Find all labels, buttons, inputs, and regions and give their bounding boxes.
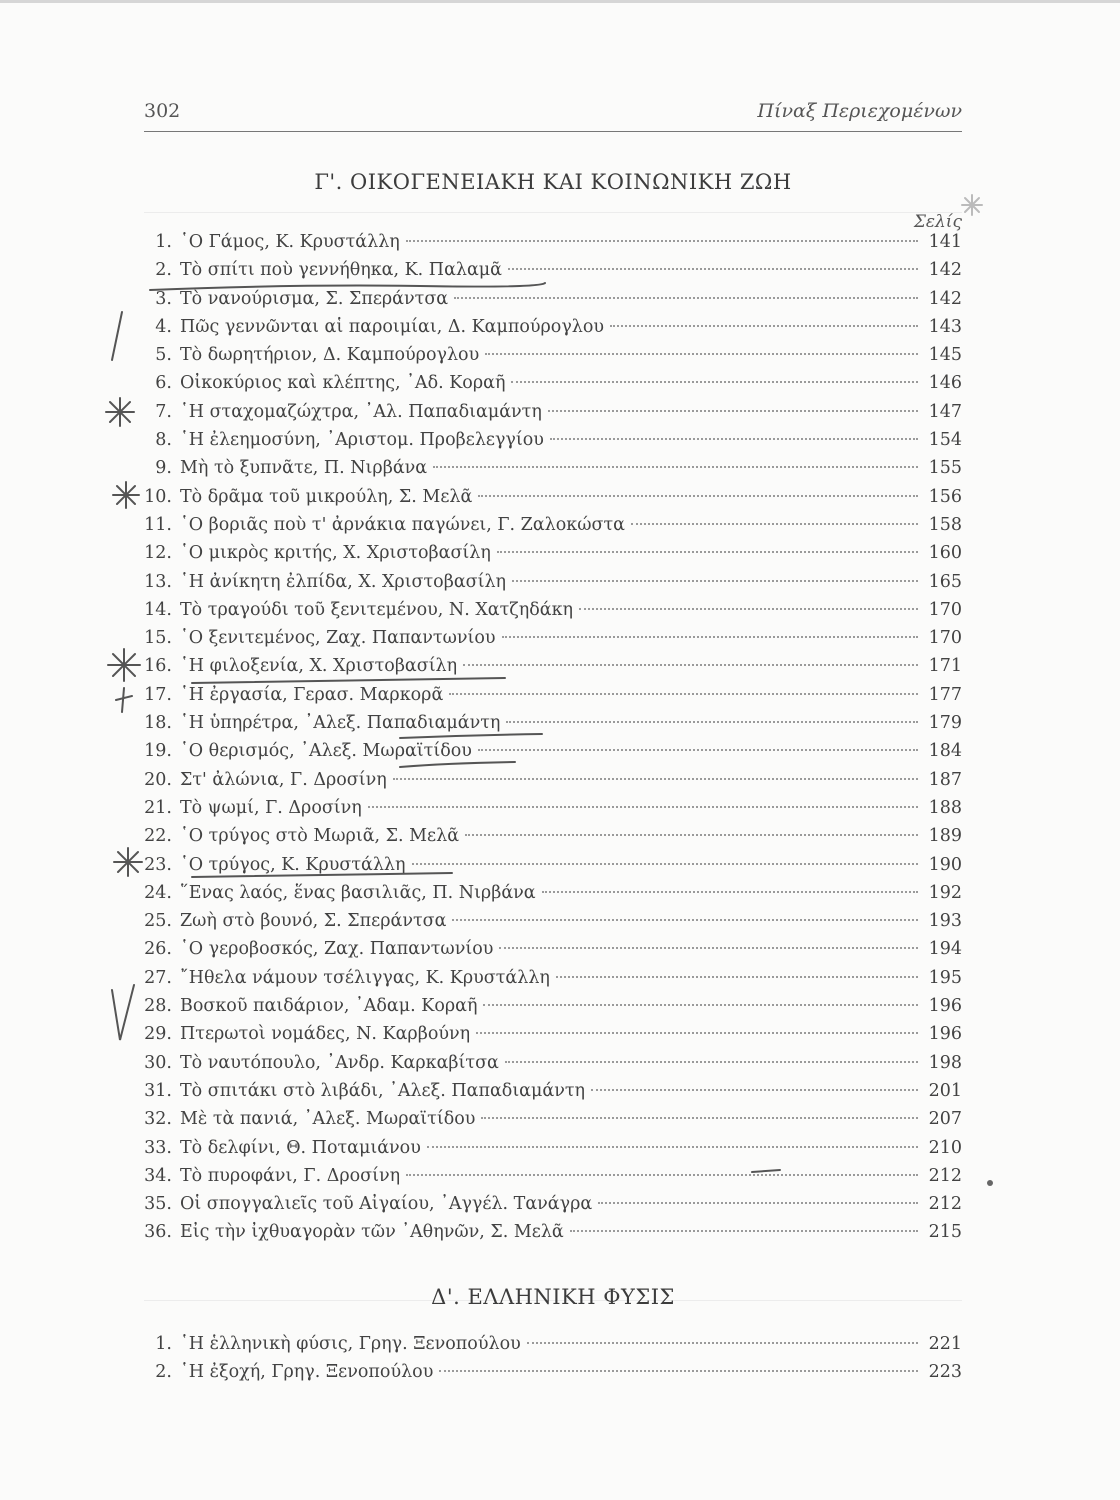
toc-entry-title: Μὴ τὸ ξυπνᾶτε, Π. Νιρβάνα: [180, 458, 428, 479]
toc-entry-title: ῾Η φιλοξενία, Χ. Χριστοβασίλη: [180, 656, 458, 677]
toc-entry-number: 28.: [144, 996, 172, 1017]
toc-entry-number: 20.: [144, 769, 172, 790]
toc-entry-title: Τὸ πυροφάνι, Γ. Δροσίνη: [180, 1165, 401, 1186]
dot-leader: [439, 1370, 918, 1372]
toc-entry-number: 33.: [144, 1137, 172, 1158]
toc-entry-title: ῞Ενας λαός, ἕνας βασιλιᾶς, Π. Νιρβάνα: [180, 882, 536, 903]
toc-entry: [130, 369, 962, 397]
toc-entry-title: ῾Η σταχομαζώχτρα, ᾿Αλ. Παπαδιαμάντη: [180, 401, 542, 422]
toc-entry-number: 26.: [144, 939, 172, 960]
toc-entry-title: Πῶς γεννῶνται αἱ παροιμίαι, Δ. Καμπούρογλου: [180, 316, 605, 337]
toc-entry-number: 29.: [144, 1024, 172, 1045]
toc-entry-page: 193: [928, 911, 962, 932]
dot-leader: [598, 1202, 918, 1204]
dot-leader: [427, 1146, 918, 1148]
toc-entry-page: 188: [928, 797, 962, 818]
toc-entry-title: ῾Η ἐξοχή, Γρηγ. Ξενοπούλου: [180, 1362, 434, 1383]
toc-entry-number: 12.: [144, 543, 172, 564]
toc-entry-page: 223: [928, 1362, 962, 1383]
toc-entry-page: 170: [928, 628, 962, 649]
toc-entry-title: Τὸ δελφίνι, Θ. Ποταμιάνου: [180, 1137, 421, 1158]
toc-entry: [130, 1077, 962, 1105]
dot-leader: [406, 240, 918, 242]
toc-entry-page: 190: [928, 854, 962, 875]
toc-entry-title: ῾Η ἀνίκητη ἐλπίδα, Χ. Χριστοβασίλη: [180, 571, 507, 592]
toc-entry-title: Τὸ ψωμί, Γ. Δροσίνη: [180, 797, 362, 818]
toc-entry-number: 13.: [144, 571, 172, 592]
toc-entry-page: 147: [928, 401, 962, 422]
toc-entry-number: 36.: [144, 1222, 172, 1243]
toc-entry-number: 22.: [144, 826, 172, 847]
toc-entry-title: ῾Ο ξενιτεμένος, Ζαχ. Παπαντωνίου: [180, 628, 496, 649]
dot-leader: [476, 1032, 918, 1034]
dot-leader: [527, 1342, 918, 1344]
toc-entry-title: Τὸ δωρητήριον, Δ. Καμπούρογλου: [180, 345, 480, 366]
toc-entry-number: 18.: [144, 713, 172, 734]
dot-leader: [610, 325, 918, 327]
page-column-label: Σελίς: [913, 212, 962, 232]
toc-entry: [130, 1105, 962, 1133]
toc-entry-title: ῾Ο γεροβοσκός, Ζαχ. Παπαντωνίου: [180, 939, 494, 960]
dot-leader: [508, 268, 918, 270]
page-number: 302: [144, 100, 181, 122]
toc-entry-number: 7.: [155, 401, 172, 422]
toc-entry-page: 212: [928, 1165, 962, 1186]
running-header: [144, 100, 962, 132]
toc-entry: [130, 766, 962, 794]
toc-entry-number: 34.: [144, 1165, 172, 1186]
toc-entry-number: 23.: [144, 854, 172, 875]
toc-entry-title: ῾Η ἐλεημοσύνη, ᾿Αριστομ. Προβελεγγίου: [180, 430, 544, 451]
toc-entry: [130, 341, 962, 369]
dot-leader: [463, 664, 918, 666]
dot-leader: [433, 466, 918, 468]
header-rule: [144, 131, 962, 132]
dot-leader: [631, 523, 918, 525]
toc-entry: [130, 285, 962, 313]
toc-entry-page: 207: [928, 1109, 962, 1130]
toc-entry-page: 212: [928, 1194, 962, 1215]
toc-entry-number: 8.: [155, 430, 172, 451]
toc-entry-number: 2.: [155, 260, 172, 281]
toc-entry-title: Στ' ἀλώνια, Γ. Δροσίνη: [180, 769, 387, 790]
toc-entry-page: 179: [928, 713, 962, 734]
toc-entry-page: 210: [928, 1137, 962, 1158]
toc-entry: [130, 907, 962, 935]
toc-entry: [130, 426, 962, 454]
dot-leader: [497, 551, 918, 553]
dot-leader: [406, 1174, 918, 1176]
dot-leader: [502, 636, 918, 638]
toc-entry-number: 17.: [144, 684, 172, 705]
toc-entry-title: ῾Ο τρύγος στὸ Μωριᾶ, Σ. Μελᾶ: [180, 826, 460, 847]
toc-entry-page: 141: [928, 232, 962, 252]
toc-entry-page: 165: [928, 571, 962, 592]
toc-entry-page: 170: [928, 599, 962, 620]
toc-entry-number: 16.: [144, 656, 172, 677]
toc-entry: [130, 1190, 962, 1218]
dot-leader: [485, 353, 918, 355]
dot-leader: [505, 1061, 918, 1063]
toc-entry-title: ῾Ο μικρὸς κριτής, Χ. Χριστοβασίλη: [180, 543, 491, 564]
toc-entry-page: 184: [928, 741, 962, 762]
toc-entry-number: 3.: [155, 288, 172, 309]
toc-entry-title: Οἰκοκύριος καὶ κλέπτης, ᾿Αδ. Κοραῆ: [180, 373, 506, 394]
toc-entry-title: Βοσκοῦ παιδάριον, ᾿Αδαμ. Κοραῆ: [180, 996, 478, 1017]
asterisk-margin-icon: [962, 195, 982, 215]
toc-entry: [130, 624, 962, 652]
toc-entry-title: ῾Η ὑπηρέτρα, ᾿Αλεξ. Παπαδιαμάντη: [180, 713, 501, 734]
toc-entry-number: 25.: [144, 911, 172, 932]
toc-entry-page: 146: [928, 373, 962, 394]
toc-entry: [130, 228, 962, 256]
toc-entry-title: Τὸ δρᾶμα τοῦ μικρούλη, Σ. Μελᾶ: [180, 486, 473, 507]
toc-entry: [130, 851, 962, 879]
dot-leader: [465, 834, 918, 836]
dot-leader: [368, 806, 918, 808]
toc-entry-title: ῾Η ἐργασία, Γερασ. Μαρκορᾶ: [180, 684, 444, 705]
toc-entry: [130, 539, 962, 567]
dot-leader: [454, 297, 918, 299]
toc-entry-page: 154: [928, 430, 962, 451]
toc-entry: [130, 879, 962, 907]
toc-entry: [130, 935, 962, 963]
dot-leader: [481, 1117, 918, 1119]
dot-leader: [591, 1089, 918, 1091]
toc-entry-number: 6.: [155, 373, 172, 394]
toc-entry: [130, 652, 962, 680]
toc-entry-title: ῾Ο Γάμος, Κ. Κρυστάλλη: [180, 232, 400, 252]
toc-entry-title: ῾Η ἑλληνικὴ φύσις, Γρηγ. Ξενοπούλου: [180, 1334, 521, 1354]
toc-entry-number: 21.: [144, 797, 172, 818]
dot-leader: [449, 693, 918, 695]
toc-entry-number: 11.: [144, 514, 172, 535]
toc-entry-page: 177: [928, 684, 962, 705]
toc-entry-page: 187: [928, 769, 962, 790]
toc-entry-title: Πτερωτοὶ νομάδες, Ν. Καρβούνη: [180, 1024, 471, 1045]
toc-entry: [130, 1358, 962, 1386]
toc-list-section-d: [130, 1330, 962, 1387]
running-title: Πίναξ Περιεχομένων: [757, 100, 962, 122]
toc-entry-page: 142: [928, 288, 962, 309]
dot-leader: [506, 721, 918, 723]
toc-entry: [130, 398, 962, 426]
dot-leader: [412, 863, 918, 865]
toc-entry-title: ῎Ηθελα νάμουν τσέλιγγας, Κ. Κρυστάλλη: [180, 967, 550, 988]
toc-entry-number: 32.: [144, 1109, 172, 1130]
toc-entry: [130, 1330, 962, 1358]
dot-leader: [542, 891, 918, 893]
toc-entry-title: ῾Ο τρύγος, Κ. Κρυστάλλη: [180, 854, 406, 875]
toc-entry-page: 156: [928, 486, 962, 507]
toc-entry-number: 15.: [144, 628, 172, 649]
toc-entry-number: 1.: [155, 232, 172, 252]
dot-leader: [570, 1230, 918, 1232]
toc-entry: [130, 1134, 962, 1162]
toc-entry-title: Τὸ τραγούδι τοῦ ξενιτεμένου, Ν. Χατζηδάκη: [180, 599, 574, 620]
toc-entry: [130, 568, 962, 596]
toc-entry-page: 221: [928, 1334, 962, 1354]
toc-entry: [130, 709, 962, 737]
toc-entry-title: Οἱ σπογγαλιεῖς τοῦ Αἰγαίου, ᾿Αγγέλ. Τανάγρα: [180, 1194, 593, 1215]
toc-entry-page: 145: [928, 345, 962, 366]
toc-entry: [130, 313, 962, 341]
toc-entry-number: 14.: [144, 599, 172, 620]
toc-entry-page: 143: [928, 316, 962, 337]
toc-list-section-c: [130, 228, 962, 1247]
toc-entry-number: 1.: [155, 1334, 172, 1354]
dot-leader: [512, 580, 918, 582]
toc-entry-title: Τὸ σπίτι ποὺ γεννήθηκα, Κ. Παλαμᾶ: [180, 260, 502, 281]
toc-entry: [130, 454, 962, 482]
bleed-through-line: [144, 212, 962, 213]
toc-entry-title: ῾Ο βοριᾶς ποὺ τ' ἀρνάκια παγώνει, Γ. Ζαλοκώστα: [180, 514, 625, 535]
toc-entry-number: 9.: [155, 458, 172, 479]
toc-entry: [130, 1218, 962, 1246]
dot-leader: [478, 495, 918, 497]
toc-entry-page: 195: [928, 967, 962, 988]
toc-entry-number: 24.: [144, 882, 172, 903]
dot-leader: [548, 410, 918, 412]
dot-leader: [393, 778, 918, 780]
toc-entry-number: 4.: [155, 316, 172, 337]
toc-entry-number: 27.: [144, 967, 172, 988]
toc-entry: [130, 1162, 962, 1190]
dot-leader: [556, 976, 918, 978]
toc-entry-number: 5.: [155, 345, 172, 366]
toc-entry: [130, 483, 962, 511]
toc-entry-page: 198: [928, 1052, 962, 1073]
pencil-dot: [987, 1180, 993, 1186]
dot-leader: [499, 947, 918, 949]
toc-entry-page: 142: [928, 260, 962, 281]
section-c-title: Γ'. ΟΙΚΟΓΕΝΕΙΑΚΗ ΚΑΙ ΚΟΙΝΩΝΙΚΗ ΖΩΗ: [314, 170, 792, 194]
scan-edge: [0, 0, 1120, 3]
toc-entry: [130, 964, 962, 992]
toc-entry: [130, 511, 962, 539]
toc-entry: [130, 1049, 962, 1077]
toc-entry-page: 158: [928, 514, 962, 535]
toc-entry-title: ῾Ο θερισμός, ᾿Αλεξ. Μωραϊτίδου: [180, 741, 472, 762]
toc-entry-page: 171: [928, 656, 962, 677]
toc-entry-number: 31.: [144, 1080, 172, 1101]
toc-entry: [130, 822, 962, 850]
toc-entry-page: 189: [928, 826, 962, 847]
dot-leader: [511, 381, 918, 383]
toc-entry: [130, 1020, 962, 1048]
toc-entry: [130, 794, 962, 822]
toc-entry-page: 201: [928, 1080, 962, 1101]
toc-entry-page: 196: [928, 996, 962, 1017]
toc-entry-number: 2.: [155, 1362, 172, 1383]
toc-entry: [130, 992, 962, 1020]
toc-entry-title: Τὸ νανούρισμα, Σ. Σπεράντσα: [180, 288, 449, 309]
toc-entry-page: 192: [928, 882, 962, 903]
pencil-slash: [112, 312, 122, 360]
toc-entry: [130, 596, 962, 624]
dot-leader: [452, 919, 918, 921]
toc-entry-page: 215: [928, 1222, 962, 1243]
toc-entry-page: 194: [928, 939, 962, 960]
toc-entry-title: Εἰς τὴν ἰχθυαγορὰν τῶν ᾿Αθηνῶν, Σ. Μελᾶ: [180, 1222, 564, 1243]
toc-entry-number: 19.: [144, 741, 172, 762]
toc-entry-number: 35.: [144, 1194, 172, 1215]
toc-entry-number: 10.: [144, 486, 172, 507]
toc-entry: [130, 737, 962, 765]
toc-entry-title: Τὸ ναυτόπουλο, ᾿Ανδρ. Καρκαβίτσα: [180, 1052, 499, 1073]
dot-leader: [478, 749, 918, 751]
dot-leader: [550, 438, 918, 440]
dot-leader: [579, 608, 918, 610]
dot-leader: [483, 1004, 918, 1006]
toc-entry-page: 160: [928, 543, 962, 564]
toc-entry-page: 155: [928, 458, 962, 479]
toc-entry-number: 30.: [144, 1052, 172, 1073]
toc-entry-title: Ζωὴ στὸ βουνό, Σ. Σπεράντσα: [180, 911, 447, 932]
toc-entry-title: Μὲ τὰ πανιά, ᾿Αλεξ. Μωραϊτίδου: [180, 1109, 476, 1130]
toc-entry-page: 196: [928, 1024, 962, 1045]
toc-entry: [130, 681, 962, 709]
toc-entry-title: Τὸ σπιτάκι στὸ λιβάδι, ᾿Αλεξ. Παπαδιαμάντη: [180, 1080, 585, 1101]
section-d-title: Δ'. ΕΛΛΗΝΙΚΗ ΦΥΣΙΣ: [431, 1285, 675, 1309]
toc-entry: [130, 256, 962, 284]
